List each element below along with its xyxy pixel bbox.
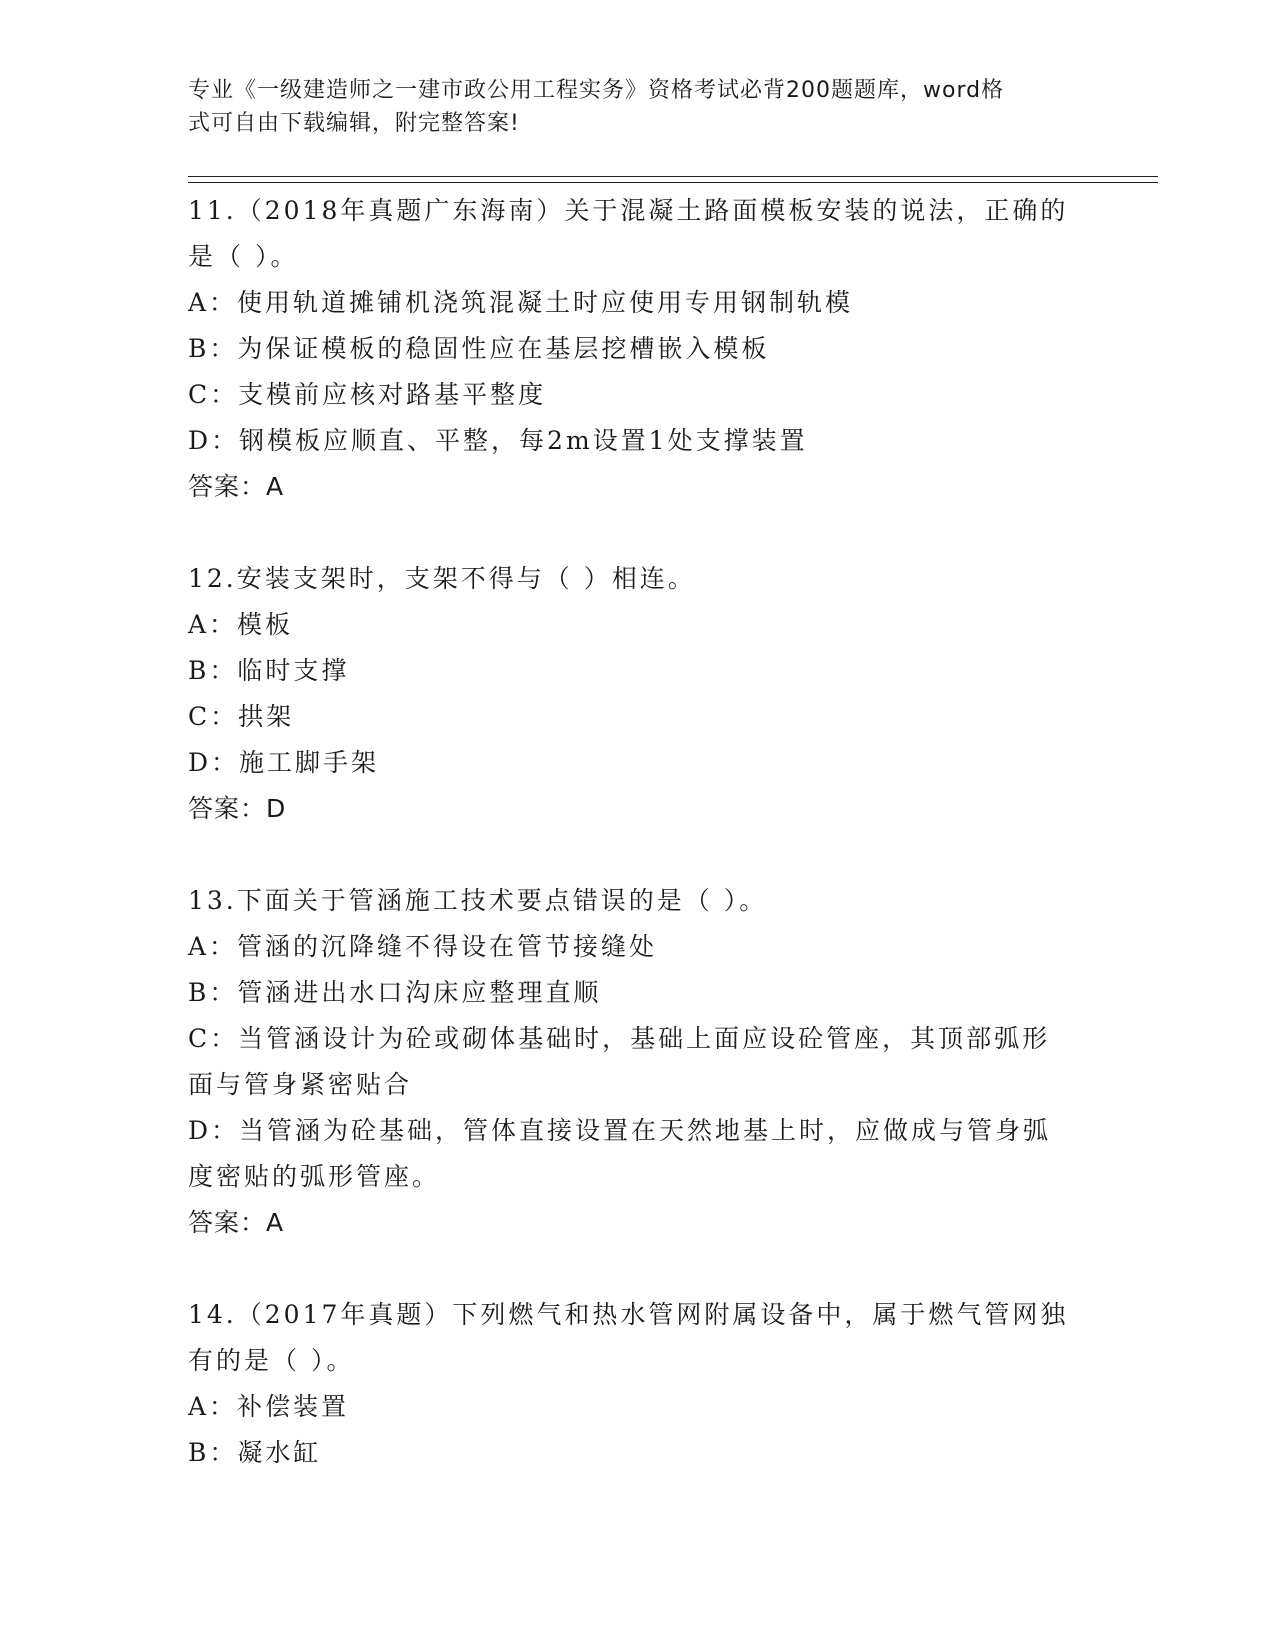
option-b: B：凝水缸 xyxy=(188,1438,322,1467)
option-b: B：为保证模板的稳固性应在基层挖槽嵌入模板 xyxy=(188,334,770,363)
document-header xyxy=(188,74,1068,140)
question-stem: 11.（2018年真题广东海南）关于混凝土路面模板安装的说法，正确的 xyxy=(188,196,1069,225)
question-12 xyxy=(188,556,1088,832)
option-a: A：模板 xyxy=(188,610,294,639)
option-c-continued: 面与管身紧密贴合 xyxy=(188,1070,413,1099)
answer-label: 答案：A xyxy=(188,1208,285,1237)
option-b: B：临时支撑 xyxy=(188,656,350,685)
header-divider-bottom xyxy=(188,182,1158,183)
question-stem: 13.下面关于管涵施工技术要点错误的是（ ）。 xyxy=(188,886,768,915)
question-stem: 12.安装支架时，支架不得与（ ）相连。 xyxy=(188,564,696,593)
option-d-continued: 度密贴的弧形管座。 xyxy=(188,1162,441,1191)
question-stem: 有的是（ ）。 xyxy=(188,1346,355,1375)
header-line-1: 专业《一级建造师之一建市政公用工程实务》资格考试必背200题题库，word格 xyxy=(188,78,1005,103)
option-a: A：管涵的沉降缝不得设在管节接缝处 xyxy=(188,932,658,961)
question-stem: 是（ ）。 xyxy=(188,242,299,271)
option-a: A：使用轨道摊铺机浇筑混凝土时应使用专用钢制轨模 xyxy=(188,288,854,317)
question-list xyxy=(188,188,1088,1522)
option-c: C：拱架 xyxy=(188,702,295,731)
option-a: A：补偿装置 xyxy=(188,1392,350,1421)
option-c: C：当管涵设计为砼或砌体基础时，基础上面应设砼管座，其顶部弧形 xyxy=(188,1024,1051,1053)
option-c: C：支模前应核对路基平整度 xyxy=(188,380,547,409)
option-b: B：管涵进出水口沟床应整理直顺 xyxy=(188,978,602,1007)
answer-label: 答案：D xyxy=(188,794,287,823)
option-d: D：施工脚手架 xyxy=(188,748,380,777)
option-d: D：当管涵为砼基础，管体直接设置在天然地基上时，应做成与管身弧 xyxy=(188,1116,1052,1145)
question-13 xyxy=(188,878,1088,1246)
question-stem: 14.（2017年真题）下列燃气和热水管网附属设备中，属于燃气管网独 xyxy=(188,1300,1069,1329)
answer-label: 答案：A xyxy=(188,472,285,501)
header-line-2: 式可自由下载编辑，附完整答案! xyxy=(188,111,520,136)
question-11 xyxy=(188,188,1088,510)
header-divider-top xyxy=(188,176,1158,177)
option-d: D：钢模板应顺直、平整，每2m设置1处支撑装置 xyxy=(188,426,808,455)
question-14 xyxy=(188,1292,1088,1476)
